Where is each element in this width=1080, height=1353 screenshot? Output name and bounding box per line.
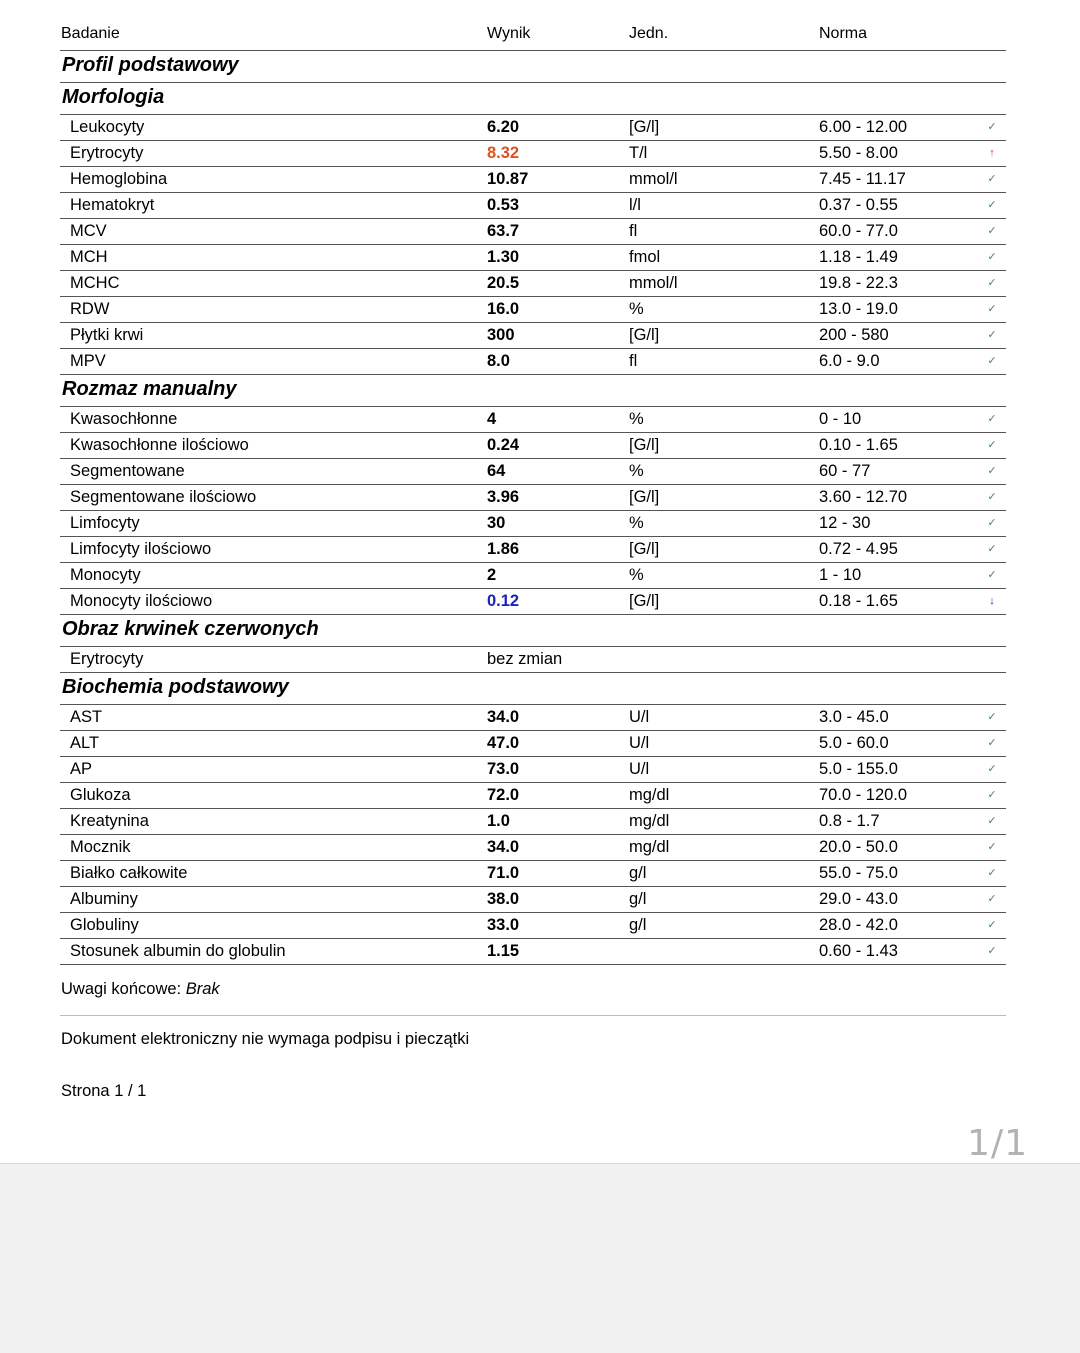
result-value: 3.96	[487, 488, 520, 506]
table-row	[60, 485, 1006, 511]
page-counter: 1/1	[967, 1123, 1028, 1164]
table-row	[60, 297, 1006, 323]
check-icon: ✓	[987, 303, 997, 315]
reference-range: 0.72 - 4.95	[819, 540, 898, 558]
section-title: Biochemia podstawowy	[62, 676, 289, 698]
unit: %	[629, 410, 644, 428]
unit: g/l	[629, 890, 647, 908]
reference-range: 0.37 - 0.55	[819, 196, 898, 214]
reference-range: 60.0 - 77.0	[819, 222, 898, 240]
reference-range: 6.0 - 9.0	[819, 352, 880, 370]
result-value: 4	[487, 410, 497, 428]
unit: mg/dl	[629, 838, 670, 856]
result-value: 1.15	[487, 942, 520, 960]
result-value: 0.12	[487, 592, 520, 610]
table-row	[60, 589, 1006, 615]
result-value: 47.0	[487, 734, 520, 752]
result-value: 0.24	[487, 436, 520, 454]
check-icon: ✓	[987, 763, 997, 775]
check-icon: ✓	[987, 465, 997, 477]
check-icon: ✓	[987, 945, 997, 957]
table-row	[60, 115, 1006, 141]
test-name: Stosunek albumin do globulin	[70, 942, 286, 960]
result-value: 0.53	[487, 196, 520, 214]
result-value: 10.87	[487, 170, 529, 188]
table-header	[60, 21, 1006, 51]
section-title: Morfologia	[62, 86, 165, 108]
check-icon: ✓	[987, 413, 997, 425]
result-value: 72.0	[487, 786, 520, 804]
unit: mg/dl	[629, 786, 670, 804]
table-row	[60, 141, 1006, 167]
reference-range: 200 - 580	[819, 326, 889, 344]
test-name: Albuminy	[70, 890, 138, 908]
check-icon: ✓	[987, 919, 997, 931]
test-name: Monocyty ilościowo	[70, 592, 213, 610]
test-name: Hematokryt	[70, 196, 155, 214]
check-icon: ✓	[987, 841, 997, 853]
section-header	[60, 615, 1006, 647]
result-value: 64	[487, 462, 506, 480]
reference-range: 1.18 - 1.49	[819, 248, 898, 266]
table-row	[60, 835, 1006, 861]
unit: l/l	[629, 196, 641, 214]
result-value: 73.0	[487, 760, 520, 778]
unit: g/l	[629, 864, 647, 882]
header-range: Norma	[819, 25, 868, 42]
table-row	[60, 563, 1006, 589]
result-value: 1.30	[487, 248, 520, 266]
check-icon: ✓	[987, 439, 997, 451]
reference-range: 60 - 77	[819, 462, 871, 480]
check-icon: ✓	[987, 867, 997, 879]
check-icon: ✓	[987, 491, 997, 503]
unit: T/l	[629, 144, 648, 162]
unit: fmol	[629, 248, 661, 266]
check-icon: ✓	[987, 225, 997, 237]
test-name: MPV	[70, 352, 106, 370]
table-row	[60, 783, 1006, 809]
check-icon: ✓	[987, 277, 997, 289]
header-test: Badanie	[61, 25, 120, 42]
reference-range: 0.10 - 1.65	[819, 436, 898, 454]
test-name: Hemoglobina	[70, 170, 168, 188]
table-row	[60, 193, 1006, 219]
header-result: Wynik	[487, 25, 531, 42]
check-icon: ✓	[987, 355, 997, 367]
header-unit: Jedn.	[629, 25, 669, 42]
table-row	[60, 887, 1006, 913]
section-title: Obraz krwinek czerwonych	[62, 618, 319, 640]
remarks-value: Brak	[185, 980, 220, 998]
unit: U/l	[629, 734, 650, 752]
check-icon: ✓	[987, 815, 997, 827]
test-name: MCHC	[70, 274, 120, 292]
test-name: AST	[70, 708, 103, 726]
section-title: Profil podstawowy	[62, 54, 239, 76]
table-row	[60, 459, 1006, 485]
unit: mg/dl	[629, 812, 670, 830]
unit: g/l	[629, 916, 647, 934]
unit: %	[629, 566, 644, 584]
test-name: Monocyty	[70, 566, 141, 584]
table-row	[60, 407, 1006, 433]
result-value: 30	[487, 514, 506, 532]
check-icon: ✓	[987, 251, 997, 263]
test-name: Erytrocyty	[70, 650, 144, 668]
table-row	[60, 647, 1006, 673]
test-name: Erytrocyty	[70, 144, 144, 162]
reference-range: 0 - 10	[819, 410, 862, 428]
result-value: 38.0	[487, 890, 520, 908]
reference-range: 5.0 - 155.0	[819, 760, 898, 778]
check-icon: ✓	[987, 517, 997, 529]
result-value: 300	[487, 326, 515, 344]
table-row	[60, 245, 1006, 271]
reference-range: 7.45 - 11.17	[819, 170, 906, 188]
test-name: MCH	[70, 248, 108, 266]
results-table	[60, 21, 1006, 965]
test-name: Limfocyty	[70, 514, 140, 532]
unit: [G/l]	[629, 118, 660, 136]
table-row	[60, 511, 1006, 537]
unit: [G/l]	[629, 326, 660, 344]
footer-note: Dokument elektroniczny nie wymaga podpisu i pieczątki	[61, 1030, 470, 1048]
unit: [G/l]	[629, 540, 660, 558]
unit: [G/l]	[629, 436, 660, 454]
reference-range: 13.0 - 19.0	[819, 300, 898, 318]
table-row	[60, 861, 1006, 887]
divider	[60, 1015, 1006, 1016]
reference-range: 3.60 - 12.70	[819, 488, 908, 506]
result-value: 34.0	[487, 708, 520, 726]
remarks-label: Uwagi końcowe:	[61, 980, 182, 998]
reference-range: 1 - 10	[819, 566, 862, 584]
section-header	[60, 51, 1006, 83]
test-name: Mocznik	[70, 838, 131, 856]
final-remarks	[61, 980, 220, 999]
unit: %	[629, 462, 644, 480]
reference-range: 20.0 - 50.0	[819, 838, 898, 856]
unit: mmol/l	[629, 274, 678, 292]
table-row	[60, 349, 1006, 375]
table-row	[60, 913, 1006, 939]
check-icon: ✓	[987, 121, 997, 133]
table-row	[60, 809, 1006, 835]
result-value: 6.20	[487, 118, 520, 136]
test-name: Leukocyty	[70, 118, 145, 136]
check-icon: ✓	[987, 711, 997, 723]
unit: fl	[629, 352, 638, 370]
test-name: Kreatynina	[70, 812, 149, 830]
unit: fl	[629, 222, 638, 240]
unit: %	[629, 300, 644, 318]
reference-range: 0.8 - 1.7	[819, 812, 880, 830]
result-value: 20.5	[487, 274, 520, 292]
result-value: 71.0	[487, 864, 520, 882]
check-icon: ✓	[987, 199, 997, 211]
test-name: AP	[70, 760, 93, 778]
test-name: Kwasochłonne ilościowo	[70, 436, 249, 454]
reference-range: 19.8 - 22.3	[819, 274, 898, 292]
table-row	[60, 731, 1006, 757]
unit: [G/l]	[629, 488, 660, 506]
unit: %	[629, 514, 644, 532]
check-icon: ✓	[987, 173, 997, 185]
check-icon: ✓	[987, 737, 997, 749]
table-row	[60, 167, 1006, 193]
table-row	[60, 271, 1006, 297]
reference-range: 0.18 - 1.65	[819, 592, 898, 610]
result-value: 33.0	[487, 916, 520, 934]
check-icon: ✓	[987, 543, 997, 555]
test-name: Limfocyty ilościowo	[70, 540, 212, 558]
result-value: 8.32	[487, 144, 520, 162]
result-value: 34.0	[487, 838, 520, 856]
unit: U/l	[629, 708, 650, 726]
test-name: RDW	[70, 300, 110, 318]
test-name: Kwasochłonne	[70, 410, 178, 428]
reference-range: 6.00 - 12.00	[819, 118, 908, 136]
check-icon: ✓	[987, 569, 997, 581]
reference-range: 5.50 - 8.00	[819, 144, 898, 162]
check-icon: ✓	[987, 789, 997, 801]
test-name: Segmentowane	[70, 462, 185, 480]
test-name: Segmentowane ilościowo	[70, 488, 257, 506]
table-body	[60, 51, 1006, 965]
table-row	[60, 705, 1006, 731]
unit: U/l	[629, 760, 650, 778]
page-label: Strona 1 / 1	[61, 1082, 147, 1100]
section-header	[60, 673, 1006, 705]
result-value: 2	[487, 566, 497, 584]
test-name: ALT	[70, 734, 100, 752]
viewer-background	[0, 1163, 1080, 1353]
unit: [G/l]	[629, 592, 660, 610]
reference-range: 12 - 30	[819, 514, 871, 532]
result-value: 63.7	[487, 222, 520, 240]
reference-range: 0.60 - 1.43	[819, 942, 898, 960]
section-header	[60, 83, 1006, 115]
arrow-up-icon: ↑	[989, 147, 995, 159]
table-row	[60, 939, 1006, 965]
result-value: 8.0	[487, 352, 510, 370]
table-row	[60, 323, 1006, 349]
reference-range: 28.0 - 42.0	[819, 916, 898, 934]
table-row	[60, 537, 1006, 563]
result-value: 1.0	[487, 812, 510, 830]
table-row	[60, 219, 1006, 245]
reference-range: 3.0 - 45.0	[819, 708, 889, 726]
result-value: 16.0	[487, 300, 520, 318]
test-name: MCV	[70, 222, 107, 240]
table-row	[60, 757, 1006, 783]
test-name: Płytki krwi	[70, 326, 144, 344]
test-name: Białko całkowite	[70, 864, 188, 882]
arrow-down-icon: ↓	[989, 595, 995, 607]
reference-range: 55.0 - 75.0	[819, 864, 898, 882]
unit: mmol/l	[629, 170, 678, 188]
reference-range: 29.0 - 43.0	[819, 890, 898, 908]
result-value: bez zmian	[487, 650, 563, 668]
result-value: 1.86	[487, 540, 520, 558]
check-icon: ✓	[987, 893, 997, 905]
test-name: Glukoza	[70, 786, 131, 804]
reference-range: 5.0 - 60.0	[819, 734, 889, 752]
section-title: Rozmaz manualny	[62, 378, 237, 400]
check-icon: ✓	[987, 329, 997, 341]
test-name: Globuliny	[70, 916, 139, 934]
section-header	[60, 375, 1006, 407]
reference-range: 70.0 - 120.0	[819, 786, 908, 804]
table-row	[60, 433, 1006, 459]
